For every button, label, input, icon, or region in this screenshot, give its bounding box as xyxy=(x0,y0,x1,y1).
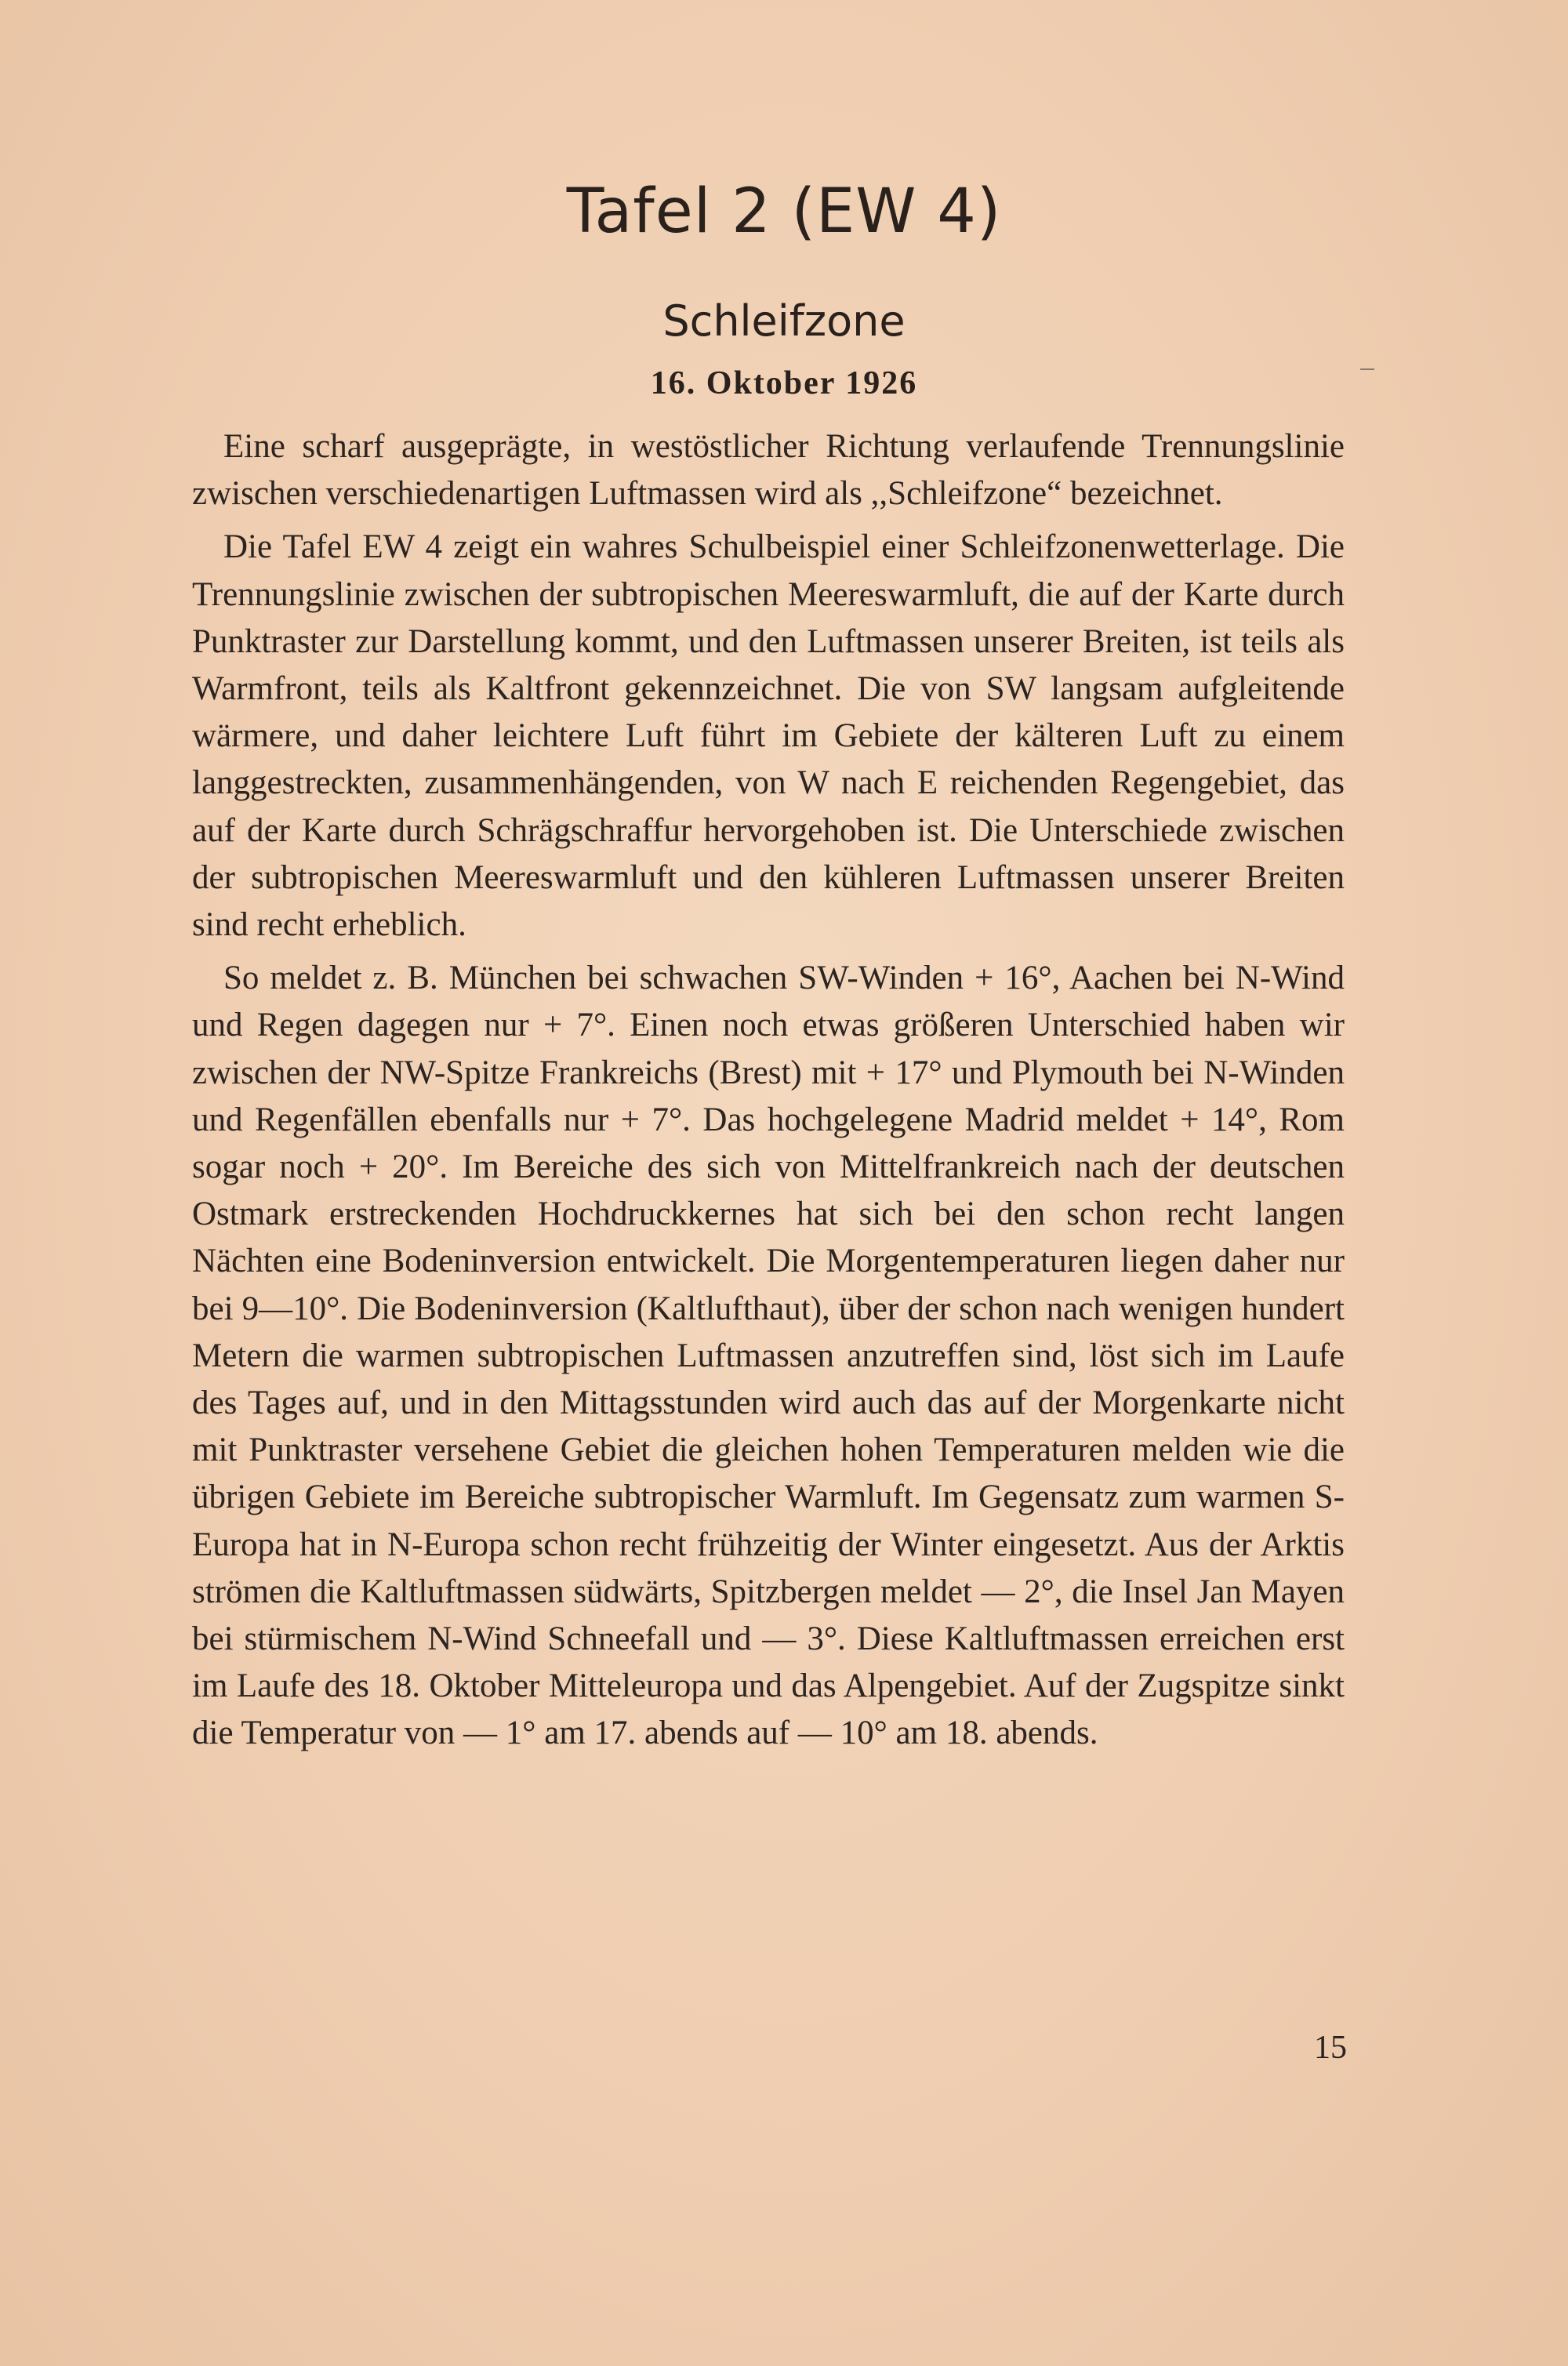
paragraph: Die Tafel EW 4 zeigt ein wahres Schulbeispiel einer Schleifzonenwetterlage. Die Trennungslinie zwischen der subtropischen Meereswarmluft, die auf der Karte durch Punktraster zur Darstellung kommt, und den Luftmassen unserer Breiten, ist teils als Warmfront, teils als Kaltfront gekennzeichnet. Die von SW langsam aufgleitende wärmere, und daher leichtere Luft führt im Gebiete der kälteren Luft zu einem langgestreckten, zusammenhängenden, von W nach E reichenden Regengebiet, das auf der Karte durch Schrägschraffur hervorgehoben ist. Die Unterschiede zwischen der subtropischen Meereswarmluft und den kühleren Luftmassen unserer Breiten sind recht erheblich. xyxy=(192,528,1345,944)
page-title: Tafel 2 (EW 4) xyxy=(566,176,1002,247)
paragraph: Eine scharf ausgeprägte, in westöstlicher Richtung verlaufende Trennungslinie zwischen verschiedenartigen Luftmassen wird als ,,Schleifzone“ bezeichnet. xyxy=(192,428,1345,513)
body-text xyxy=(192,423,1345,1758)
page-subtitle: Schleifzone xyxy=(662,296,906,346)
margin-mark xyxy=(1360,368,1374,370)
paragraph: So meldet z. B. München bei schwachen SW-Winden + 16°, Aachen bei N-Wind und Regen dagegen nur + 7°. Einen noch etwas größeren Unterschied haben wir zwischen der NW-Spitze Frankreichs (Brest) mit + 17° und Plymouth bei N-Winden und Regenfällen ebenfalls nur + 7°. Das hochgelegene Madrid meldet + 14°, Rom sogar noch + 20°. Im Bereiche des sich von Mittelfrankreich nach der deutschen Ostmark erstreckenden Hochdruckkernes hat sich bei den schon recht langen Nächten eine Bodeninversion entwickelt. Die Morgentemperaturen liegen daher nur bei 9—10°. Die Bodeninversion (Kaltlufthaut), über der schon nach wenigen hundert Metern die warmen subtropischen Luftmassen anzutreffen sind, löst sich im Laufe des Tages auf, und in den Mittagsstunden wird auch das auf der Morgenkarte nicht mit Punktraster versehene Gebiet die gleichen hohen Temperaturen melden wie die übrigen Gebiete im Bereiche subtropischer Warmluft. Im Gegensatz zum warmen S-Europa hat in N-Europa schon recht frühzeitig der Winter eingesetzt. Aus der Arktis strömen die Kaltluftmassen südwärts, Spitzbergen meldet — 2°, die Insel Jan Mayen bei stürmischem N-Wind Schneefall und — 3°. Diese Kaltluftmassen erreichen erst im Laufe des 18. Oktober Mitteleuropa und das Alpengebiet. Auf der Zugspitze sinkt die Temperatur von — 1° am 17. abends auf — 10° am 18. abends. xyxy=(192,960,1345,1752)
page-date: 16. Oktober 1926 xyxy=(650,365,918,401)
page-number: 15 xyxy=(1314,2030,1347,2066)
